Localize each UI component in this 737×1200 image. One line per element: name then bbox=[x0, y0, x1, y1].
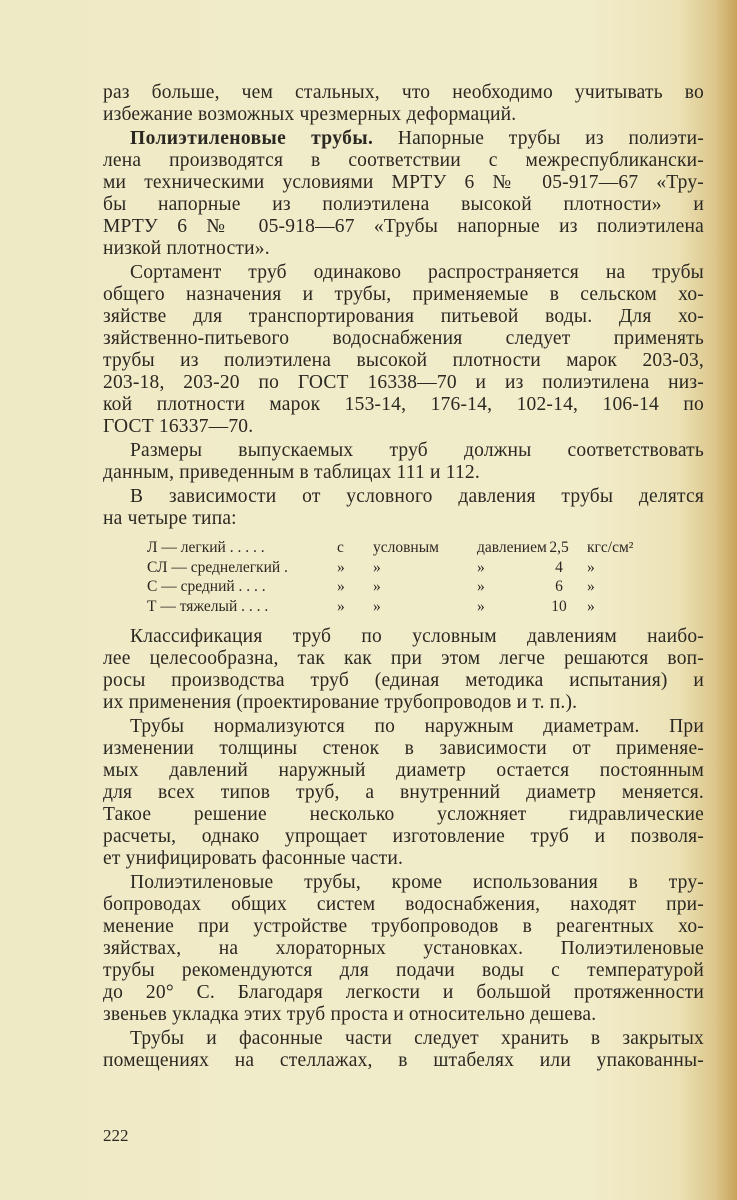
text-line: ГОСТ 16337—70. bbox=[103, 416, 254, 437]
table-cell: » bbox=[373, 558, 381, 576]
pressure-type-table bbox=[147, 538, 704, 616]
text-line: 203-18, 203-20 по ГОСТ 16338—70 и из полиэтилена низ- bbox=[103, 372, 704, 393]
page-body bbox=[103, 80, 704, 1072]
table-cell: » bbox=[587, 558, 595, 576]
table-cell: С — средний . . . . bbox=[147, 578, 266, 595]
table-row bbox=[147, 597, 704, 617]
table-cell: 6 bbox=[555, 578, 563, 595]
text-line-content: Напорные трубы из полиэти- bbox=[373, 128, 704, 149]
table-cell: » bbox=[337, 558, 345, 576]
paragraph-heading: Полиэтиленовые трубы. bbox=[130, 128, 374, 149]
page-number: 222 bbox=[103, 1126, 129, 1145]
text-line: зяйственно-питьевого водоснабжения следует применять bbox=[103, 328, 704, 349]
text-line: расчеты, однако упрощает изготовление труб и позволя- bbox=[103, 826, 704, 847]
text-line: лена производятся в соответствии с межреспубликански- bbox=[103, 150, 704, 171]
paragraph bbox=[103, 1028, 704, 1072]
paragraph bbox=[103, 440, 704, 484]
table-cell: » bbox=[337, 597, 345, 615]
table-cell: условным bbox=[373, 539, 439, 556]
text-line: общего назначения и трубы, применяемые в сельском хо- bbox=[103, 284, 704, 305]
text-line: до 20° С. Благодаря легкости и большой протяженности bbox=[103, 982, 704, 1003]
text-line: ми техническими условиями МРТУ 6 № 05-917—67 «Тру- bbox=[103, 172, 704, 193]
text-line: Размеры выпускаемых труб должны соответствовать bbox=[130, 440, 704, 461]
text-line: Такое решение несколько усложняет гидравлические bbox=[103, 804, 704, 825]
table-cell: с bbox=[337, 539, 344, 556]
text-line: помещениях на стеллажах, в штабелях или упакованны- bbox=[103, 1050, 704, 1071]
text-line: на четыре типа: bbox=[103, 508, 237, 529]
table-cell: » bbox=[477, 597, 485, 615]
text-block-1 bbox=[103, 82, 704, 530]
text-line: низкой плотности». bbox=[103, 238, 270, 259]
text-line: избежание возможных чрезмерных деформаций. bbox=[103, 104, 517, 125]
table-cell: » bbox=[337, 578, 345, 595]
text-line: Сортамент труб одинаково распространяется на трубы bbox=[130, 262, 704, 283]
text-line: бы напорные из полиэтилена высокой плотности» и bbox=[103, 194, 704, 215]
table-cell: » bbox=[477, 558, 485, 576]
text-line: ет унифицировать фасонные части. bbox=[103, 848, 404, 869]
table-cell: » bbox=[587, 578, 595, 595]
table-cell: Т — тяжелый . . . . bbox=[147, 597, 269, 615]
text-line: зяйстве для транспортирования питьевой воды. Для хо- bbox=[103, 306, 704, 327]
text-line: МРТУ 6 № 05-918—67 «Трубы напорные из полиэтилена bbox=[103, 216, 704, 237]
table-row bbox=[147, 538, 704, 558]
text-line: зяйствах, на хлораторных установках. Полиэтиленовые bbox=[103, 938, 704, 959]
paragraph bbox=[103, 716, 704, 870]
table-row bbox=[147, 577, 704, 597]
text-line: бопроводах общих систем водоснабжения, находят при- bbox=[103, 894, 704, 915]
text-line: их применения (проектирование трубопроводов и т. п.). bbox=[103, 692, 578, 713]
table-cell: давлением bbox=[477, 539, 547, 556]
text-line: Полиэтиленовые трубы, кроме использования в тру- bbox=[130, 872, 704, 893]
table-cell: » bbox=[373, 597, 381, 615]
text-line: Трубы нормализуются по наружным диаметрам. При bbox=[130, 716, 704, 737]
text-line: данным, приведенным в таблицах 111 и 112. bbox=[103, 462, 480, 483]
text-line: звеньев укладка этих труб проста и относительно дешева. bbox=[103, 1004, 597, 1025]
table-cell: СЛ — среднелегкий . bbox=[147, 558, 288, 576]
text-line: В зависимости от условного давления трубы делятся bbox=[130, 486, 704, 507]
table-cell: » bbox=[477, 578, 485, 595]
table-cell: 10 bbox=[551, 597, 567, 615]
paragraph bbox=[103, 82, 704, 126]
text-line: Трубы и фасонные части следует хранить в закрытых bbox=[130, 1028, 704, 1049]
table-cell: 2,5 bbox=[549, 539, 569, 556]
table-cell: » bbox=[373, 578, 381, 595]
paragraph bbox=[103, 262, 704, 438]
table-cell: Л — легкий . . . . . bbox=[147, 539, 265, 556]
text-line: для всех типов труб, а внутренний диаметр меняется. bbox=[103, 782, 704, 803]
paragraph bbox=[103, 486, 704, 530]
text-line: трубы рекомендуются для подачи воды с температурой bbox=[103, 960, 704, 981]
text-line: менение при устройстве трубопроводов в реагентных хо- bbox=[103, 916, 704, 937]
paragraph bbox=[103, 626, 704, 714]
text-line bbox=[103, 128, 704, 150]
text-line: трубы из полиэтилена высокой плотности марок 203-03, bbox=[103, 350, 704, 371]
text-line: росы производства труб (единая методика испытания) и bbox=[103, 670, 704, 691]
text-line: раз больше, чем стальных, что необходимо учитывать во bbox=[103, 82, 704, 103]
paragraph bbox=[103, 872, 704, 1026]
table-cell: » bbox=[587, 597, 595, 615]
text-block-2 bbox=[103, 626, 704, 1072]
paragraph bbox=[103, 128, 704, 260]
text-line: Классификация труб по условным давлениям наибо- bbox=[130, 626, 704, 647]
table-row bbox=[147, 558, 704, 578]
text-line: лее целесообразна, так как при этом легче решаются воп- bbox=[103, 648, 704, 669]
text-line: изменении толщины стенок в зависимости от применяе- bbox=[103, 738, 704, 759]
table-cell: 4 bbox=[555, 558, 563, 576]
text-line: кой плотности марок 153-14, 176-14, 102-14, 106-14 по bbox=[103, 394, 704, 415]
text-line: мых давлений наружный диаметр остается постоянным bbox=[103, 760, 704, 781]
table-cell: кгс/см² bbox=[587, 539, 634, 556]
